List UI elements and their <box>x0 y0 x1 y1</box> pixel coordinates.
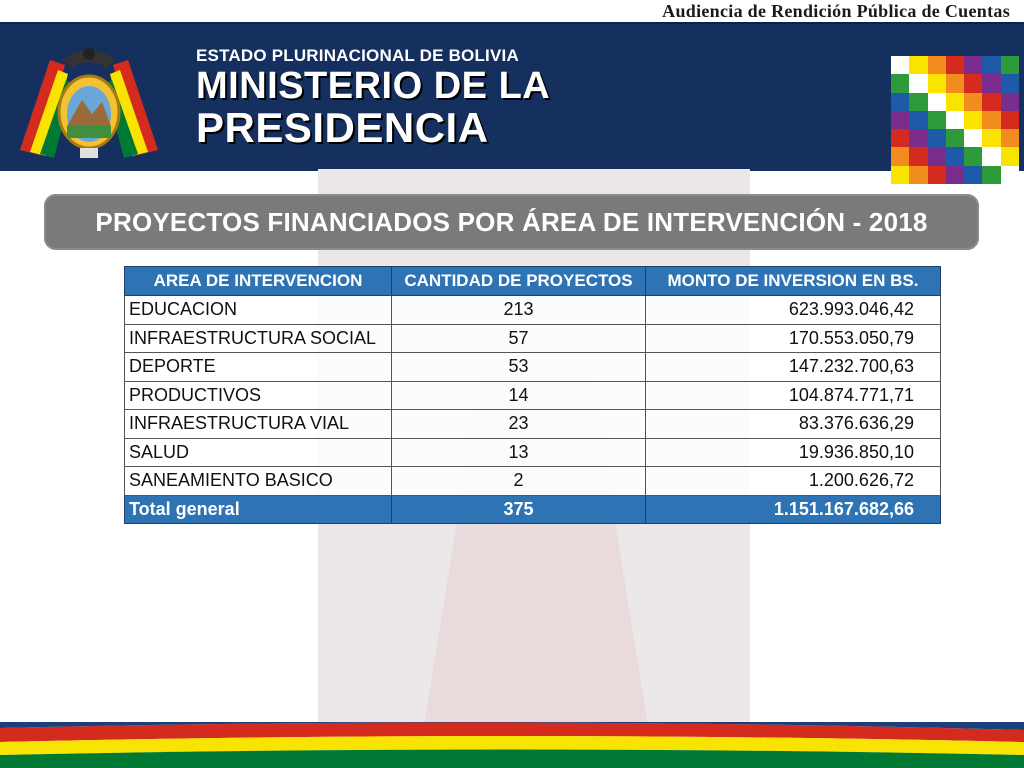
cell-monto: 83.376.636,29 <box>646 410 941 439</box>
wiphala-square <box>928 111 946 129</box>
table-total-row <box>125 495 941 524</box>
bolivian-flag-band <box>0 722 1024 768</box>
cell-cantidad: 13 <box>392 438 646 467</box>
cell-area: PRODUCTIVOS <box>125 381 392 410</box>
cell-monto: 147.232.700,63 <box>646 353 941 382</box>
cell-area: INFRAESTRUCTURA SOCIAL <box>125 324 392 353</box>
table-row <box>125 467 941 496</box>
cell-monto: 170.553.050,79 <box>646 324 941 353</box>
presidencia-label: PRESIDENCIA <box>196 104 489 151</box>
column-header-area: AREA DE INTERVENCION <box>125 267 392 296</box>
wiphala-square <box>909 74 927 92</box>
wiphala-square <box>909 56 927 74</box>
wiphala-square <box>982 129 1000 147</box>
wiphala-square <box>982 93 1000 111</box>
table-row <box>125 353 941 382</box>
column-header-cantidad: CANTIDAD DE PROYECTOS <box>392 267 646 296</box>
cell-monto: 104.874.771,71 <box>646 381 941 410</box>
table-row <box>125 296 941 325</box>
wiphala-flag-icon <box>891 56 1019 184</box>
wiphala-square <box>982 111 1000 129</box>
wiphala-square <box>964 56 982 74</box>
wiphala-square <box>946 93 964 111</box>
wiphala-square <box>928 93 946 111</box>
wiphala-square <box>891 111 909 129</box>
ministerio-label: MINISTERIO DE LA <box>196 65 551 107</box>
wiphala-square <box>946 166 964 184</box>
wiphala-square <box>891 93 909 111</box>
wiphala-square <box>946 129 964 147</box>
wiphala-square <box>909 111 927 129</box>
event-tagline: Audiencia de Rendición Pública de Cuentas <box>662 1 1010 21</box>
wiphala-square <box>891 74 909 92</box>
wiphala-square <box>928 56 946 74</box>
slide-title-box <box>44 194 979 250</box>
wiphala-square <box>982 56 1000 74</box>
wiphala-square <box>928 74 946 92</box>
wiphala-square <box>964 74 982 92</box>
wiphala-square <box>946 147 964 165</box>
header-banner <box>0 22 1024 171</box>
wiphala-square <box>928 129 946 147</box>
wiphala-square <box>964 93 982 111</box>
wiphala-square <box>982 166 1000 184</box>
cell-monto: 1.200.626,72 <box>646 467 941 496</box>
cell-cantidad: 2 <box>392 467 646 496</box>
bolivia-coat-of-arms-icon <box>10 30 168 166</box>
wiphala-square <box>1001 56 1019 74</box>
table-row <box>125 438 941 467</box>
cell-area: EDUCACION <box>125 296 392 325</box>
cell-cantidad: 53 <box>392 353 646 382</box>
wiphala-square <box>946 74 964 92</box>
wiphala-square <box>891 56 909 74</box>
cell-total-cantidad: 375 <box>392 495 646 524</box>
estado-label: ESTADO PLURINACIONAL DE BOLIVIA <box>196 46 519 65</box>
wiphala-square <box>891 129 909 147</box>
cell-total-label: Total general <box>125 495 392 524</box>
cell-monto: 19.936.850,10 <box>646 438 941 467</box>
table-row <box>125 381 941 410</box>
wiphala-square <box>1001 166 1019 184</box>
wiphala-square <box>964 147 982 165</box>
cell-area: INFRAESTRUCTURA VIAL <box>125 410 392 439</box>
cell-cantidad: 14 <box>392 381 646 410</box>
table-row <box>125 410 941 439</box>
ministry-title <box>196 46 550 150</box>
cell-monto: 623.993.046,42 <box>646 296 941 325</box>
wiphala-square <box>909 166 927 184</box>
projects-table <box>124 266 941 524</box>
top-strip <box>0 0 1024 22</box>
cell-cantidad: 23 <box>392 410 646 439</box>
wiphala-square <box>928 166 946 184</box>
wiphala-square <box>891 166 909 184</box>
wiphala-square <box>964 129 982 147</box>
cell-area: SALUD <box>125 438 392 467</box>
wiphala-square <box>1001 111 1019 129</box>
wiphala-square <box>909 147 927 165</box>
slide-title: PROYECTOS FINANCIADOS POR ÁREA DE INTERVENCIÓN - 2018 <box>95 207 928 237</box>
wiphala-square <box>928 147 946 165</box>
cell-area: SANEAMIENTO BASICO <box>125 467 392 496</box>
wiphala-square <box>1001 93 1019 111</box>
wiphala-square <box>946 56 964 74</box>
wiphala-square <box>891 147 909 165</box>
wiphala-square <box>982 74 1000 92</box>
wiphala-square <box>909 129 927 147</box>
wiphala-square <box>909 93 927 111</box>
wiphala-square <box>964 111 982 129</box>
cell-cantidad: 57 <box>392 324 646 353</box>
wiphala-square <box>982 147 1000 165</box>
wiphala-square <box>1001 147 1019 165</box>
column-header-monto: MONTO DE INVERSION EN BS. <box>646 267 941 296</box>
cell-cantidad: 213 <box>392 296 646 325</box>
wiphala-square <box>946 111 964 129</box>
wiphala-square <box>1001 74 1019 92</box>
cell-area: DEPORTE <box>125 353 392 382</box>
table-row <box>125 324 941 353</box>
table-header-row <box>125 267 941 296</box>
wiphala-square <box>964 166 982 184</box>
cell-total-monto: 1.151.167.682,66 <box>646 495 941 524</box>
wiphala-square <box>1001 129 1019 147</box>
